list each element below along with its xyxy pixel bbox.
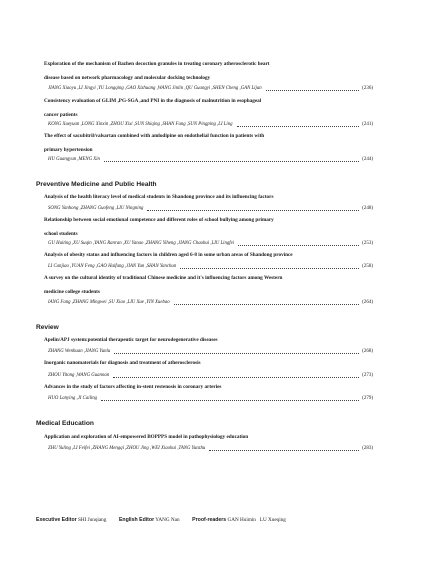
article-authors: LI Canjiao ,YUAN Feng ,GAO Haifang ,JIAN Yun ,SHAN Yanchun [48,264,177,269]
article-authors-row [48,395,373,403]
article-title-line: Application and exploration of AI-empowered BOPPPS model in pathophysiology education [44,434,249,440]
article-title-line: medicine college students [44,289,100,295]
article-authors-row [48,372,373,380]
page-number: (264) [362,300,373,305]
article-authors: ZHOU Yitong ,WANG Guannan [48,373,110,378]
leader-dots [104,161,359,162]
proof-readers-names: GAN Huimin LU Xueqing [227,517,286,523]
leader-dots [266,90,360,91]
article-title[interactable] [44,430,374,444]
article-title-line: Inorganic nanomaterials for diagnosis and treatment of atherosclerosis [44,360,201,366]
leader-dots [114,353,359,354]
article-authors: IANG Fang ,ZHANG Mingwei ,SU Xiao ,LIU Xue ,YIN Xuebao [48,300,170,305]
page-number: (279) [362,396,373,401]
article-title-line: school students [44,231,78,237]
article-title[interactable] [44,380,374,394]
article-title[interactable] [44,213,374,241]
article-title-line: Analysis of the health literacy level of medical students in Shandong province and its influencing factors [44,194,274,200]
leader-dots [147,210,359,211]
section-heading: Preventive Medicine and Public Health [36,181,157,188]
article-title[interactable] [44,190,374,204]
article-authors-row [48,348,373,356]
executive-editor-label: Executive Editor [36,517,77,523]
article-title-line: Exploration of the mechanism of Bazhen decoction granules in treating coronary atherosclerotic heart [44,61,270,67]
article-title-line: disease based on network pharmacology and molecular docking technology [44,75,211,81]
section-heading: Medical Education [36,420,94,427]
article-authors: SONG Yanhong ,ZHANG Guofeng ,LIU Ningning [48,206,144,211]
article-title[interactable] [44,356,374,370]
article-authors: HU Guangyun ,MENG Xin [48,157,100,162]
article-title-line: Relationship between social emotional competence and different roles of school bullying among primary [44,217,274,223]
page-number: (273) [362,373,373,378]
proof-readers-label: Proof-readers [192,517,227,523]
article-title-line: A survey on the cultural identity of traditional Chinese medicine and it's influencing factors among Western [44,275,283,281]
article-title-line: primary hypertension [44,147,93,153]
article-authors: GU Huiting ,XU Suqin ,YANG Ranran ,XU Yanao ,ZHANG Yiheng ,JIANG Chaohui ,LIU Lingfei [48,241,235,246]
article-authors: ZHU Yuling ,LI Feifei ,ZHANG Mengqi ,ZHOU Jing ,WEI Xiaohui ,TANG Yunzhu [48,446,206,451]
article-title-line: Apelin/APJ system:potential therapeutic target for neurodegenerative diseases [44,337,218,343]
leader-dots [237,126,360,127]
article-authors-row [48,85,373,93]
article-authors-row [48,121,373,129]
article-title-line: Analysis of obesity status and influencing factors in children aged 6-8 in some urban areas of Shandong province [44,252,293,258]
article-authors-row [48,156,373,164]
article-authors: HUO Lanying ,JI Cailing [48,396,98,401]
article-title[interactable] [44,271,374,299]
page-number: (236) [362,86,373,91]
leader-dots [101,400,359,401]
article-authors-row [48,263,373,271]
article-title[interactable] [44,333,374,347]
leader-dots [113,377,359,378]
page-number: (283) [362,446,373,451]
editorial-credits [36,516,286,524]
executive-editor-name: SHI Junqiang [77,517,107,523]
leader-dots [180,268,359,269]
article-title[interactable] [44,248,374,262]
article-title[interactable] [44,57,374,85]
page-number: (268) [362,349,373,354]
article-title-line: The effect of sacubitril/valsartan combined with amlodipine on endothelial function in patients with [44,133,265,139]
article-authors-row [48,299,373,307]
leader-dots [238,245,359,246]
article-authors: JIANG Xiaoyu ,LI Jingyi ,YU Longqing ,GAO Xizhuang ,WANG Jinlin ,QU Guangyi ,SHEN Cheng ,GAN Lijun [48,86,262,91]
article-title-line: Consistency evaluation of GLIM ,PG-SGA ,and PNI in the diagnosis of malnutrition in esophageal [44,98,262,104]
article-title[interactable] [44,129,374,157]
english-editor-label: English Editor [118,517,155,523]
article-authors-row [48,445,373,453]
leader-dots [209,450,359,451]
article-authors-row [48,240,373,248]
english-editor-name: YANG Nan [155,517,180,523]
page-number: (253) [362,241,373,246]
page-number: (258) [362,264,373,269]
article-authors-row [48,205,373,213]
leader-dots [174,304,360,305]
page-number: (241) [362,122,373,127]
article-title[interactable] [44,94,374,122]
section-heading: Review [36,324,59,331]
article-title-line: cancer patients [44,112,78,118]
page-number: (248) [362,206,373,211]
article-authors: KONG Xueyuan ,LONG Xinxin ,ZHOU Xixi ,SUN Shiqing ,SHAN Fang ,SUN Pingping ,LI Ling [48,122,233,127]
article-authors: ZHANG Wenhuan ,JIANG Yunlu [48,349,111,354]
page-number: (244) [362,157,373,162]
article-title-line: Advances in the study of factors affecting in-stent restenosis in coronary arteries [44,384,222,390]
